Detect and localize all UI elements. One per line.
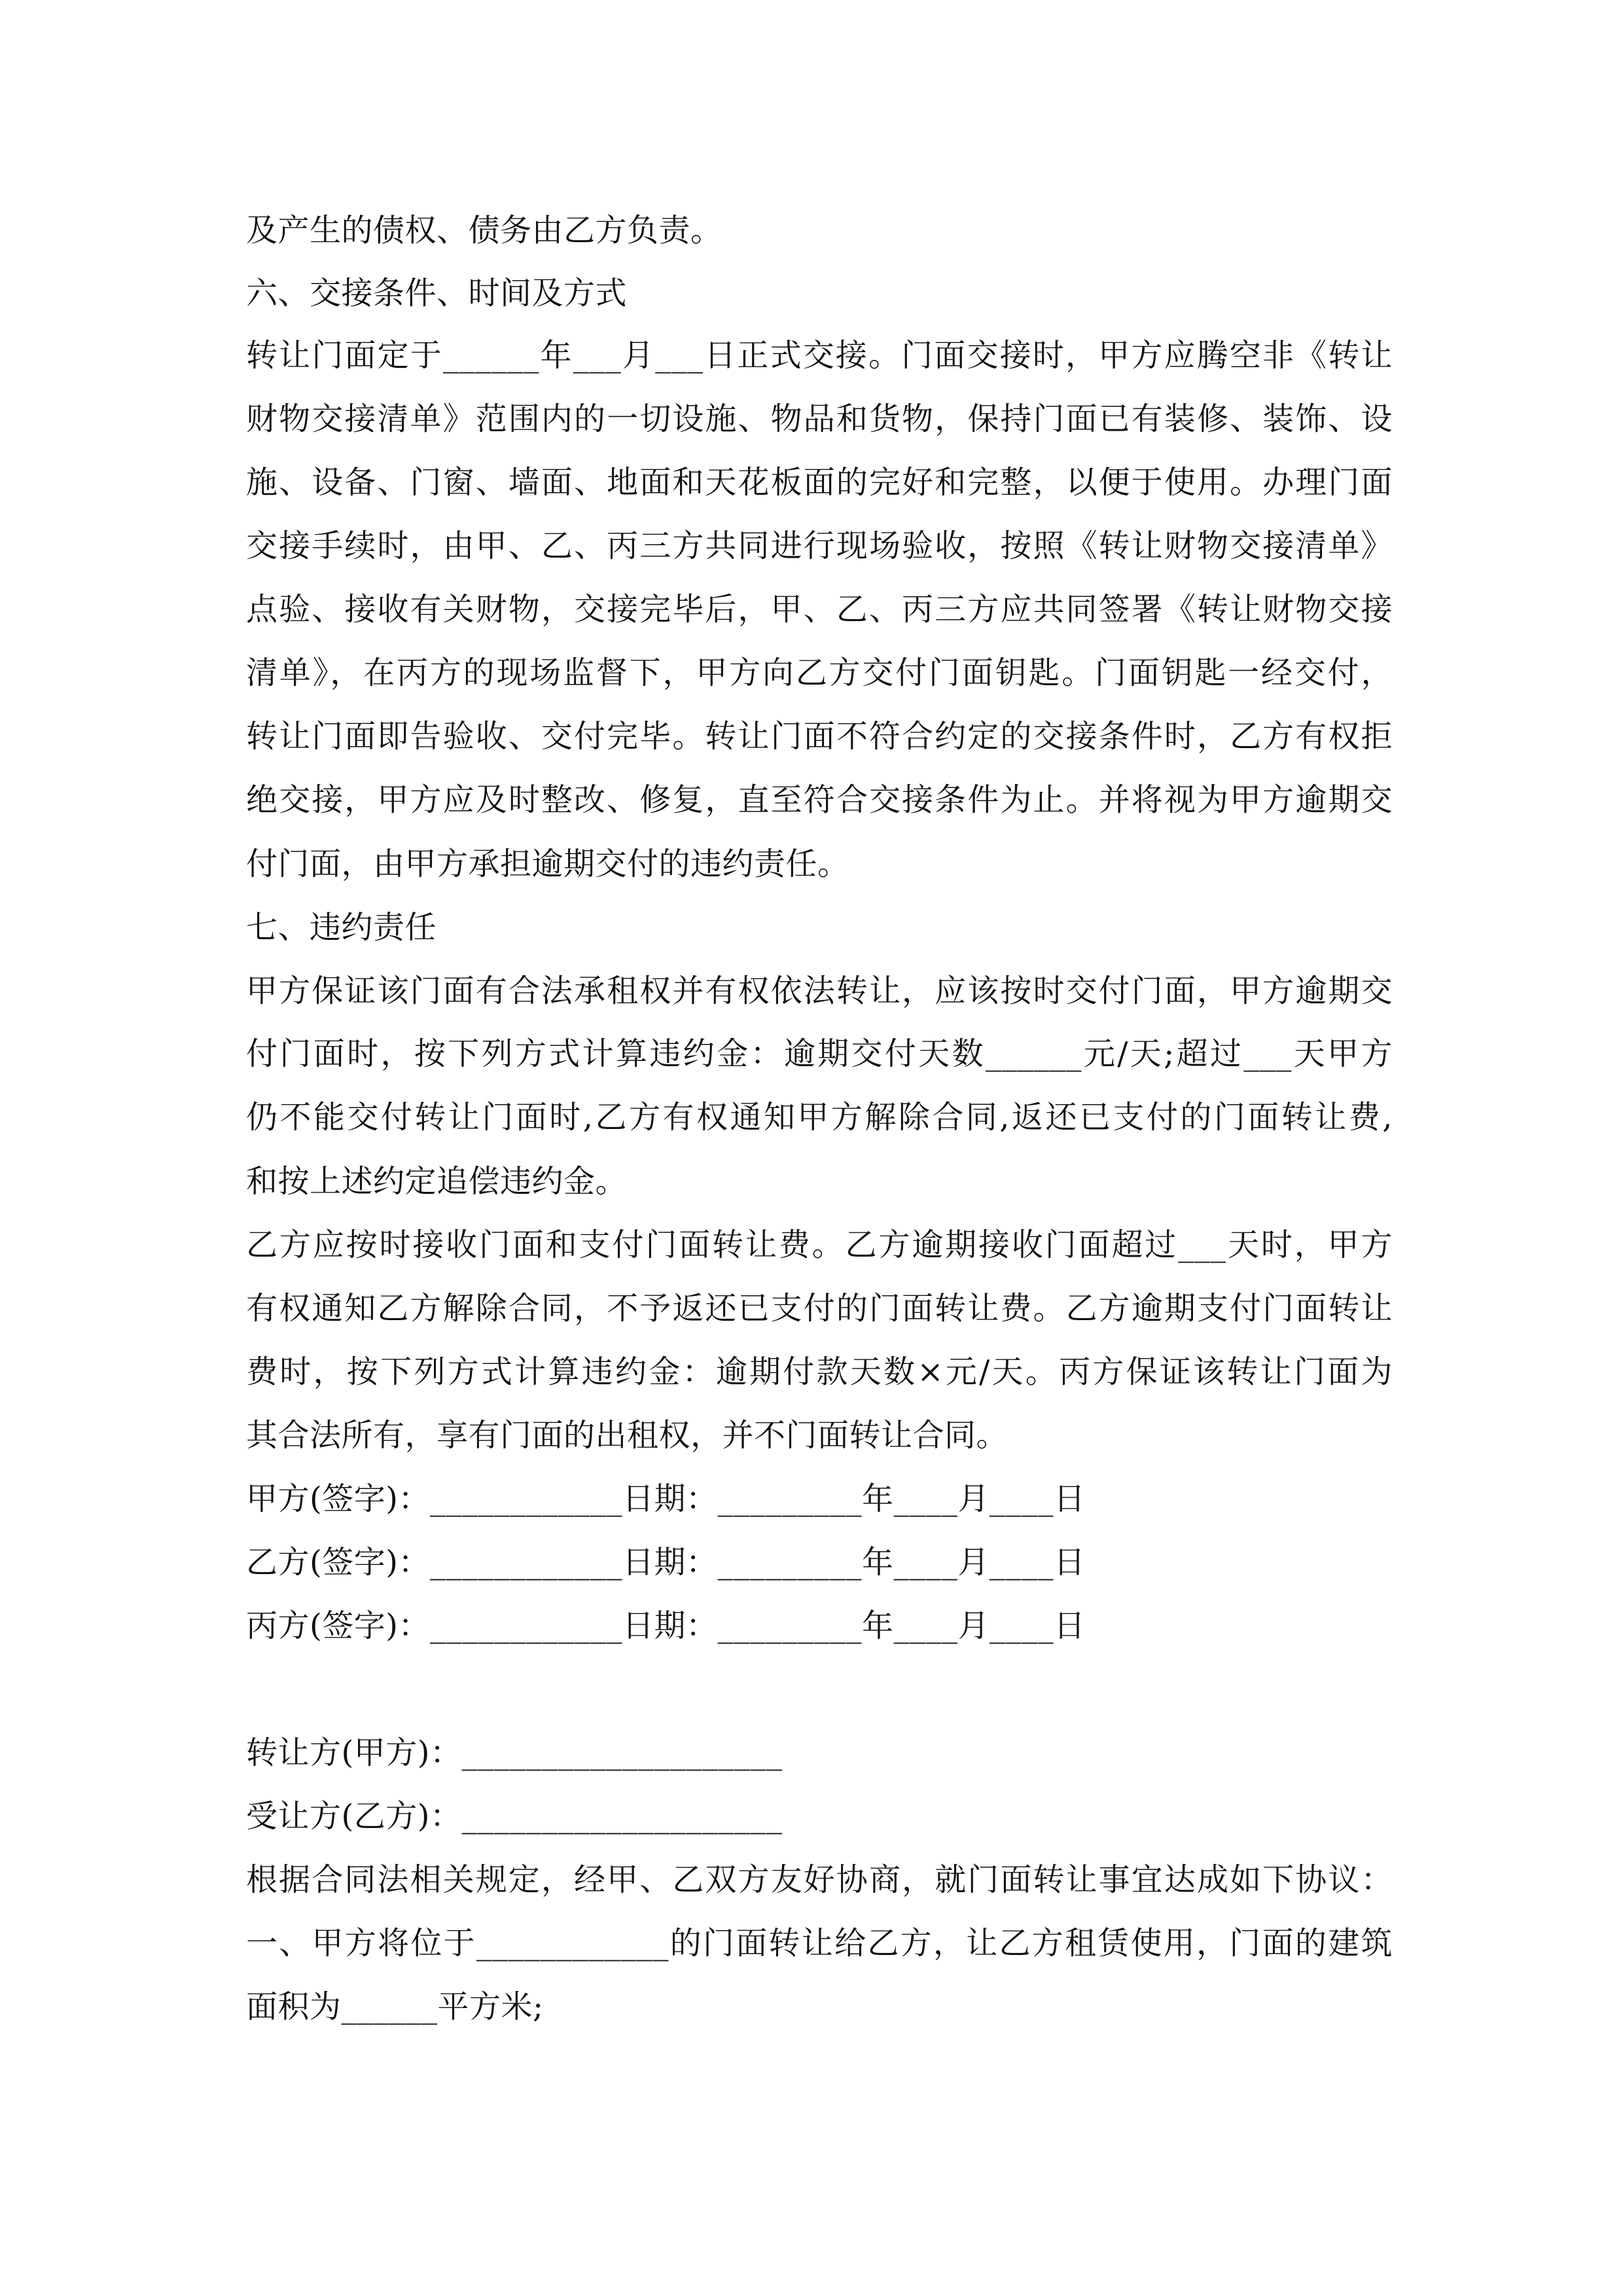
transferor-line: 转让方(甲方)：____________________ — [246, 1734, 783, 1771]
text-line-5: 施、设备、门窗、墙面、地面和天花板面的完好和完整，以便于使用。办理门面 — [246, 464, 1393, 501]
text-line-14: 付门面时，按下列方式计算违约金：逾期交付天数______元/天;超过___天甲方 — [246, 1035, 1393, 1072]
text-line-13: 甲方保证该门面有合法承租权并有权依法转让，应该按时交付门面，甲方逾期交 — [246, 973, 1393, 1009]
text-line-9: 转让门面即告验收、交付完毕。转让门面不符合约定的交接条件时，乙方有权拒 — [246, 718, 1393, 755]
section-heading-liability: 七、违约责任 — [246, 909, 437, 946]
transferee-line: 受让方(乙方)：____________________ — [246, 1798, 783, 1835]
text-line-17: 乙方应按时接收门面和支付门面转让费。乙方逾期接收门面超过___天时，甲方 — [246, 1227, 1393, 1263]
text-line-16: 和按上述约定追偿违约金。 — [246, 1163, 628, 1200]
text-line-28: 面积为______平方米; — [246, 1988, 544, 2025]
text-line-20: 其合法所有，享有门面的出租权，并不门面转让合同。 — [246, 1417, 1008, 1454]
text-line-19: 费时，按下列方式计算违约金：逾期付款天数×元/天。丙方保证该转让门面为 — [246, 1354, 1393, 1390]
text-line-7: 点验、接收有关财物，交接完毕后，甲、乙、丙三方应共同签署《转让财物交接 — [246, 591, 1393, 628]
text-line-1: 及产生的债权、债务由乙方负责。 — [246, 212, 722, 249]
text-line-4: 财物交接清单》范围内的一切设施、物品和货物，保持门面已有装修、装饰、设 — [246, 401, 1393, 437]
text-line-26: 根据合同法相关规定，经甲、乙双方友好协商，就门面转让事宜达成如下协议： — [246, 1861, 1393, 1898]
text-line-15: 仍不能交付转让门面时,乙方有权通知甲方解除合同,返还已支付的门面转让费, — [246, 1099, 1393, 1136]
text-line-3: 转让门面定于______年___月___日正式交接。门面交接时，甲方应腾空非《转让 — [246, 337, 1393, 374]
text-line-10: 绝交接，甲方应及时整改、修复，直至符合交接条件为止。并将视为甲方逾期交 — [246, 781, 1393, 818]
signature-line-party-c: 丙方(签字)：____________日期：_________年____月____日 — [246, 1607, 1086, 1644]
text-line-11: 付门面，由甲方承担逾期交付的违约责任。 — [246, 846, 849, 882]
section-heading-handover: 六、交接条件、时间及方式 — [246, 275, 628, 312]
signature-line-party-b: 乙方(签字)：____________日期：_________年____月____日 — [246, 1544, 1086, 1581]
signature-line-party-a: 甲方(签字)：____________日期：_________年____月____日 — [246, 1480, 1086, 1517]
text-line-27: 一、甲方将位于____________的门面转让给乙方，让乙方租赁使用，门面的建筑 — [246, 1925, 1393, 1962]
text-line-6: 交接手续时，由甲、乙、丙三方共同进行现场验收，按照《转让财物交接清单》 — [246, 528, 1393, 564]
text-line-8: 清单》，在丙方的现场监督下，甲方向乙方交付门面钥匙。门面钥匙一经交付， — [246, 655, 1393, 691]
text-line-18: 有权通知乙方解除合同，不予返还已支付的门面转让费。乙方逾期支付门面转让 — [246, 1290, 1393, 1327]
